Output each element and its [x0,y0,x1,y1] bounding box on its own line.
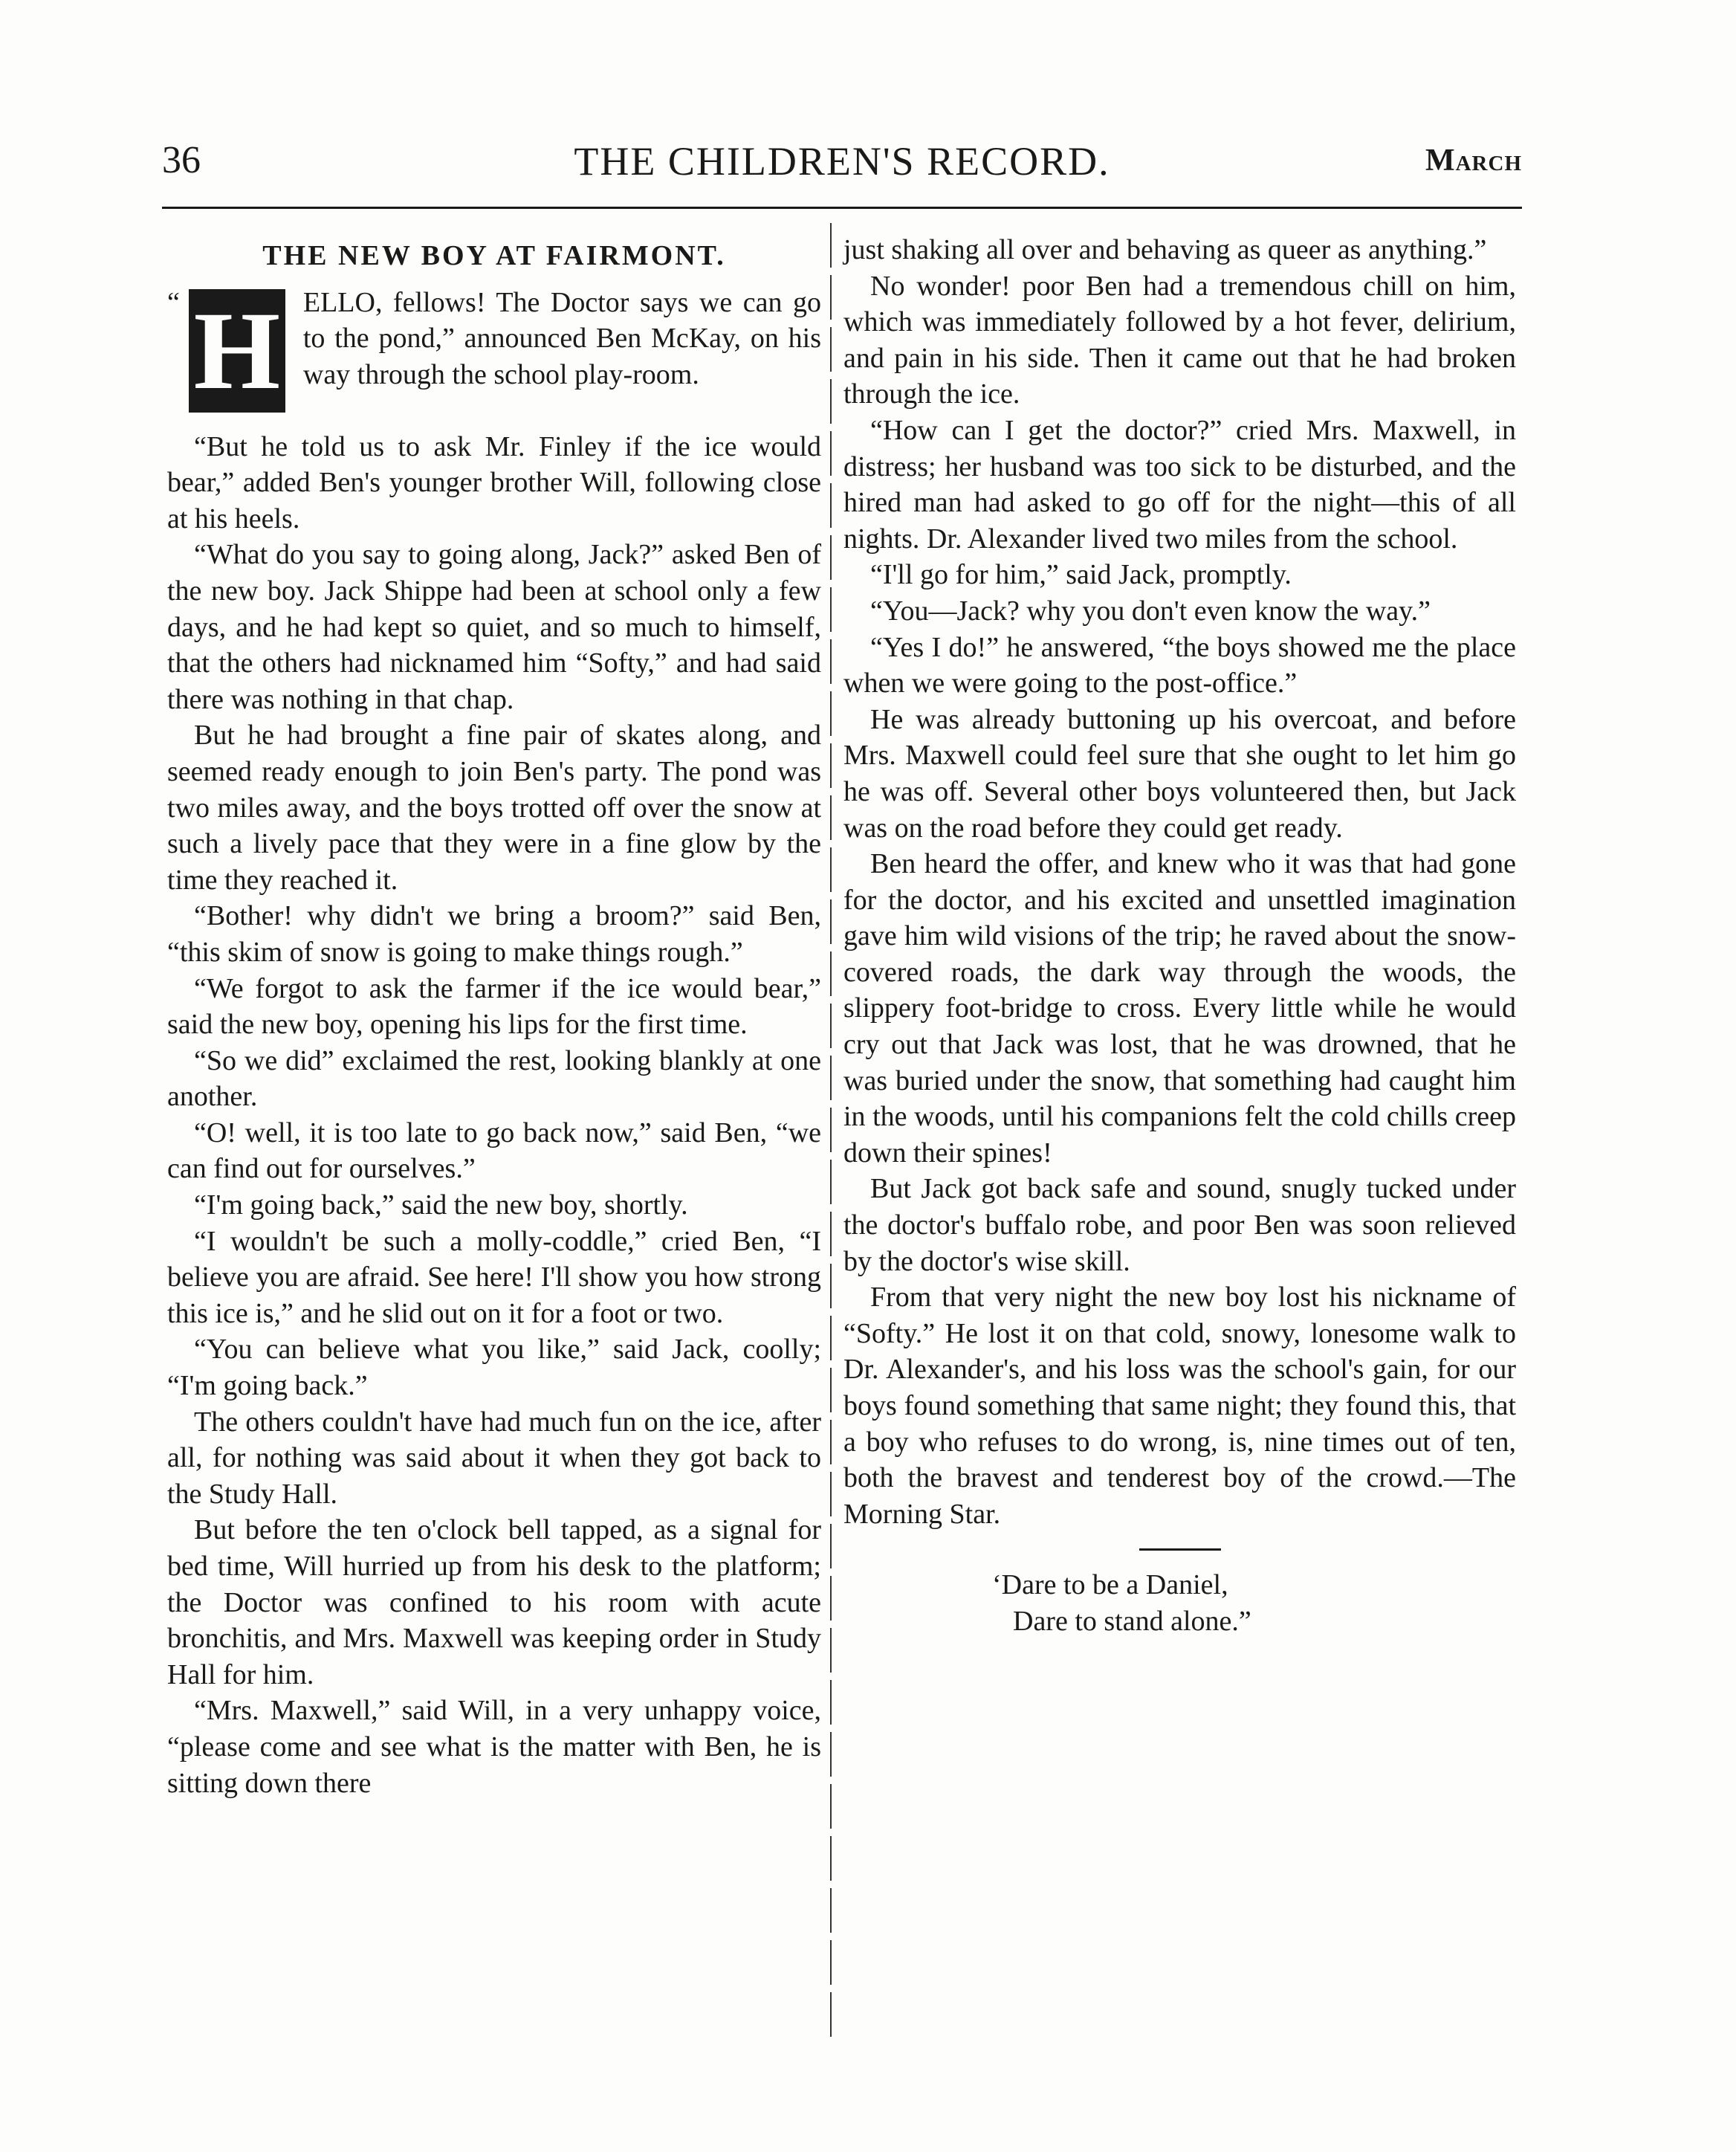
paragraph: “What do you say to going along, Jack?” asked Ben of the new boy. Jack Shippe had been at school only a few days, and he had kept so quiet, and so much to himself, that the others had nicknamed him “Softy,” and had said there was nothing in that chap. [167,539,821,715]
page-header [162,138,1522,198]
paragraph: No wonder! poor Ben had a tremendous chill on him, which was immediately followed by a hot fever, delirium, and pain in his side. Then it came out that he had broken through the ice. [843,270,1516,410]
section-rule [1139,1548,1221,1551]
paragraph: “Mrs. Maxwell,” said Will, in a very unhappy voice, “please come and see what is the matter with Ben, he is sitting down there [167,1695,821,1799]
paragraph: “You can believe what you like,” said Jack, coolly; “I'm going back.” [167,1334,821,1402]
paragraph: Ben heard the offer, and knew who it was that had gone for the doctor, and his excited and unsettled imagination gave him wild visions of the trip; he raved about the snow-covered roads, the dark way through the woods, the slippery foot-bridge to cross. Every little while he would cry out that Jack was lost, that he was drowned, that he was buried under the snow, that something had caught him in the woods, until his companions felt the cold chills creep down their spines! [843,848,1516,1169]
closing-verse [843,1567,1516,1639]
paragraph: “I wouldn't be such a molly-coddle,” cried Ben, “I believe you are afraid. See here! I'll show you how strong this ice is,” and he slid out on it for a foot or two. [167,1225,821,1329]
paragraph: But Jack got back safe and sound, snugly tucked under the doctor's buffalo robe, and poor Ben was soon relieved by the doctor's wise skill. [843,1173,1516,1277]
paragraph: “So we did” exclaimed the rest, looking blankly at one another. [167,1044,821,1113]
paragraph: “We forgot to ask the farmer if the ice would bear,” said the new boy, opening his lips for the first time. [167,972,821,1041]
opening-paragraph [167,285,821,429]
paragraph: “You—Jack? why you don't even know the way.” [870,595,1431,627]
paragraph: “Bother! why didn't we bring a broom?” said Ben, “this skim of snow is going to make things rough.” [167,900,821,968]
paragraph: But before the ten o'clock bell tapped, as a signal for bed time, Will hurried up from his desk to the platform; the Doctor was confined to his room with acute bronchitis, and Mrs. Maxwell was keeping order in Study Hall for him. [167,1514,821,1690]
header-rule [162,207,1522,209]
paragraph: But he had brought a fine pair of skates along, and seemed ready enough to join Ben's party. The pond was two miles away, and the boys trotted off over the snow at such a lively pace that they were in a fine glow by the time they reached it. [167,720,821,896]
paragraph: “How can I get the doctor?” cried Mrs. Maxwell, in distress; her husband was too sick to be disturbed, and the hired man had asked to go off for the night—this of all nights. Dr. Alexander lived two miles from the school. [843,414,1516,555]
left-column [167,232,821,1801]
paragraph: “I'm going back,” said the new boy, shortly. [194,1189,688,1221]
journal-title: THE CHILDREN'S RECORD. [574,139,1110,184]
closing-paragraph: From that very night the new boy lost his nickname of “Softy.” He lost it on that cold, snowy, lonesome walk to Dr. Alexander's, and his loss was the school's gain, for our boys found something that same night; they found this, that a boy who refuses to do wrong, is, nine times out of ten, both the bravest and tenderest boy of the crowd.—The Morning Star. [843,1282,1516,1530]
paragraph: “Yes I do!” he answered, “the boys showed me the place when we were going to the post-office.” [843,631,1516,699]
opening-quote-mark: “ [167,286,180,318]
right-column [843,232,1516,1640]
paragraph: just shaking all over and behaving as queer as anything.” [843,234,1487,265]
verse-line: Dare to stand alone.” [1013,1605,1251,1637]
drop-cap-letter: H [184,285,290,417]
drop-cap-block [167,285,290,417]
paragraph: The others couldn't have had much fun on the ice, after all, for nothing was said about it when they got back to the Study Hall. [167,1406,821,1510]
opening-text: ELLO, fellows! The Doctor says we can go to the pond,” announced Ben McKay, on his way through the school play-room. [302,286,821,390]
paragraph: He was already buttoning up his overcoat, and before Mrs. Maxwell could feel sure that she ought to let him go he was off. Several other boys volunteered then, but Jack was on the road before they could get ready. [843,703,1516,844]
page-number: 36 [162,139,201,181]
paragraph: “I'll go for him,” said Jack, promptly. [870,559,1292,591]
issue-month: March [1425,143,1522,178]
column-divider [830,223,832,2037]
paragraph: “But he told us to ask Mr. Finley if the ice would bear,” added Ben's younger brother Will, following close at his heels. [167,430,821,534]
verse-line: ‘Dare to be a Daniel, [992,1569,1228,1601]
paragraph: “O! well, it is too late to go back now,” said Ben, “we can find out for ourselves.” [167,1117,821,1185]
article-title: THE NEW BOY AT FAIRMONT. [262,240,726,271]
